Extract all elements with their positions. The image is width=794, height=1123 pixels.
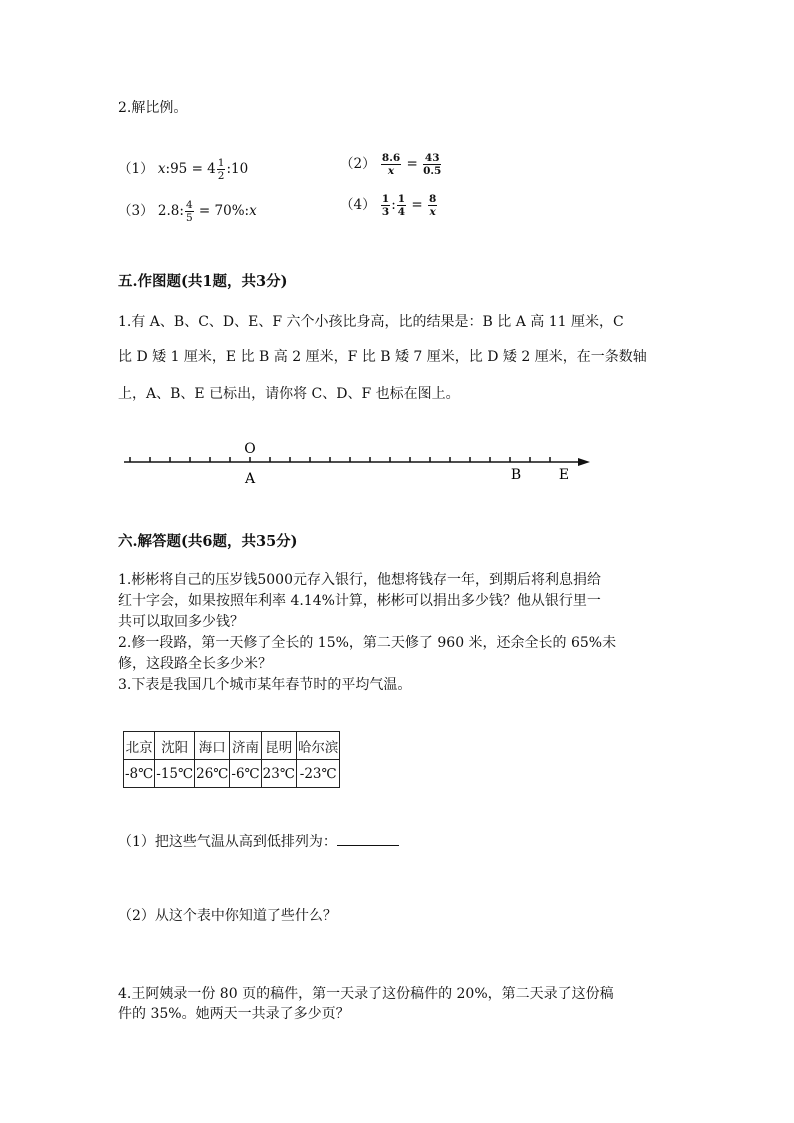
point-a-label: A	[244, 471, 256, 487]
equals: =	[191, 161, 203, 177]
arrow-head-icon	[578, 458, 590, 466]
equals: =	[411, 197, 423, 213]
section5-title: 五.作图题(共1题，共3分)	[118, 273, 288, 290]
table-cell: -15℃	[155, 760, 195, 788]
section6-q3-line1: 3.下表是我国几个城市某年春节时的平均气温。	[118, 677, 412, 693]
section6-q2-line1: 2.修一段路，第一天修了全长的 15%，第二天修了 960 米，还余全长的 65%未	[118, 635, 617, 651]
proportion-2	[340, 152, 442, 177]
table-header-cell: 济南	[230, 732, 261, 760]
proportion-4: （4） $\frac{1}{3}$ : $\frac{1}{4}$ = $\frac{8}{x}$	[340, 193, 437, 218]
origin-label: O	[244, 441, 256, 457]
table-cell: -23℃	[296, 760, 340, 788]
point-e-label: E	[558, 467, 570, 483]
proportion-1-label: （1）	[118, 161, 154, 177]
table-header-cell: 海口	[195, 732, 230, 760]
var-x: x	[157, 161, 166, 177]
fraction: $\frac{8.6}{x}$	[381, 152, 401, 177]
fraction: $\frac{1}{3}$	[381, 193, 390, 218]
proportion-3-a: 2.8	[157, 203, 180, 219]
proportion-1-c: 10	[231, 161, 249, 177]
equals: =	[198, 203, 211, 219]
table-cell: 23℃	[261, 760, 296, 788]
proportion-3-label: （3）	[118, 203, 154, 219]
q3-sub1-text: （1）把这些气温从高到低排列为：	[118, 834, 337, 850]
equals: =	[406, 156, 418, 172]
section6-q3-sub2: （2）从这个表中你知道了些什么？	[118, 908, 337, 924]
section6-q1-line3: 共可以取回多少钱？	[118, 614, 244, 630]
table-header-cell: 昆明	[261, 732, 296, 760]
section6-q1-line2: 红十字会，如果按照年利率 4.14%计算，彬彬可以捐出多少钱？他从银行里一	[118, 593, 601, 609]
proportion-4-label: （4）	[340, 197, 376, 213]
number-line	[116, 436, 596, 488]
table-header-cell: 沈阳	[155, 732, 195, 760]
section6-q4-line1: 4.王阿姨录一份 80 页的稿件，第一天录了这份稿件的 20%，第二天录了这份稿	[118, 986, 614, 1002]
section6-q3-sub1	[118, 831, 399, 851]
table-row	[124, 760, 340, 788]
proportion-3: （3） 2.8: $\frac{4}{5}$ = 70%:x	[118, 199, 257, 224]
section6-title: 六.解答题(共6题，共35分)	[118, 533, 298, 550]
fraction: $\frac{4}{5}$	[185, 199, 193, 224]
table-header-row	[124, 732, 340, 760]
table-header-cell: 哈尔滨	[296, 732, 340, 760]
section6-q2-line2: 修，这段路全长多少米？	[118, 656, 272, 672]
table-cell: -6℃	[230, 760, 261, 788]
section5-q1-line3: 上，A、B、E 已标出，请你将 C、D、F 也标在图上。	[118, 386, 460, 402]
mixed-whole: 4	[207, 161, 216, 177]
proportion-3-c: 70%	[214, 203, 245, 219]
section5-q1-line2: 比 D 矮 1 厘米，E 比 B 高 2 厘米，F 比 B 矮 7 厘米，比 D 矮 2 厘米，在一条数轴	[118, 349, 647, 365]
point-b-label: B	[510, 467, 522, 483]
answer-blank	[337, 833, 399, 846]
section6-q1-line1: 1.彬彬将自己的压岁钱5000元存入银行，他想将钱存一年，到期后将利息捐给	[118, 572, 601, 588]
table-cell: -8℃	[124, 760, 155, 788]
fraction: $\frac{1}{4}$	[397, 193, 406, 218]
table-cell: 26℃	[195, 760, 230, 788]
table-header-cell: 北京	[124, 732, 155, 760]
fraction: $\frac{43}{0.5}$	[423, 152, 442, 177]
var-x: x	[249, 203, 257, 219]
temperature-table	[123, 731, 340, 788]
proportion-1: （1） x:95 = 4 $\frac{1}{2}$ :10	[118, 157, 249, 182]
section6-q4-line2: 件的 35%。她两天一共录了多少页？	[118, 1006, 350, 1022]
fraction: $\frac{8}{x}$	[428, 193, 437, 218]
proportion-2-label: （2）	[340, 156, 376, 172]
proportion-1-b: 95	[170, 161, 188, 177]
section5-q1-line1: 1.有 A、B、C、D、E、F 六个小孩比身高，比的结果是：B 比 A 高 11 厘米，C	[118, 314, 624, 330]
q2-title: 2.解比例。	[118, 100, 188, 116]
fraction: $\frac{1}{2}$	[217, 157, 225, 182]
